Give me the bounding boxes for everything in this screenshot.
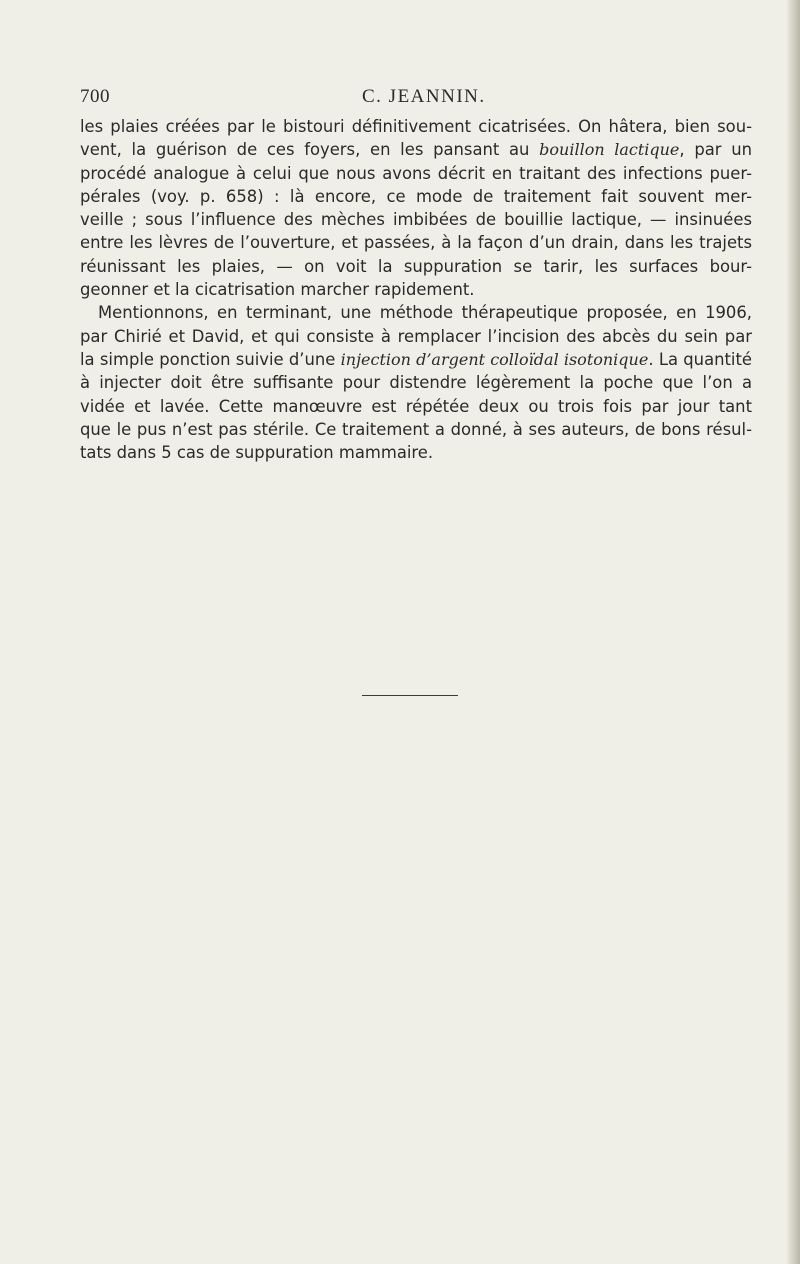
text-run: réunissant les plaies, — on voit la suppuration se tarir, les surfaces bour- bbox=[80, 256, 752, 276]
text-line bbox=[80, 185, 752, 208]
text-run: vent, la guérison de ces foyers, en les pansant au bbox=[80, 140, 540, 160]
text-run: que le pus n’est pas stérile. Ce traitement a donné, à ses auteurs, de bons résul- bbox=[80, 419, 752, 439]
text-line bbox=[80, 255, 752, 278]
text-line bbox=[80, 138, 752, 161]
text-line bbox=[80, 441, 752, 464]
page-number: 700 bbox=[80, 86, 110, 107]
text-run: procédé analogue à celui que nous avons décrit en traitant des infections puer- bbox=[80, 163, 752, 183]
text-run: entre les lèvres de l’ouverture, et passées, à la façon d’un drain, dans les trajets bbox=[80, 233, 752, 253]
page-edge-shadow bbox=[786, 0, 800, 1264]
text-run: pérales (voy. p. 658) : là encore, ce mode de traitement fait souvent mer- bbox=[80, 186, 752, 206]
running-title: C. JEANNIN. bbox=[362, 86, 486, 107]
italic-term: bouillon lactique bbox=[539, 140, 680, 160]
text-line bbox=[80, 115, 752, 138]
body-text bbox=[80, 115, 752, 464]
text-line bbox=[80, 162, 752, 185]
italic-term: injection d’argent colloïdal isotonique bbox=[340, 349, 649, 369]
text-line bbox=[80, 418, 752, 441]
text-run: vidée et lavée. Cette manœuvre est répétée deux ou trois fois par jour tant bbox=[80, 396, 752, 416]
text-run: tats dans 5 cas de suppuration mammaire. bbox=[80, 443, 434, 463]
text-run: geonner et la cicatrisation marcher rapidement. bbox=[80, 280, 475, 300]
text-run: à injecter doit être suffisante pour distendre légèrement la poche que l’on a bbox=[80, 373, 752, 393]
text-line bbox=[80, 231, 752, 254]
text-run: veille ; sous l’influence des mèches imbibées de bouillie lactique, — insinuées bbox=[80, 210, 752, 230]
text-run: . La quantité bbox=[648, 349, 752, 369]
text-line bbox=[80, 208, 752, 231]
text-run: la simple ponction suivie d’une bbox=[80, 349, 341, 369]
running-head bbox=[80, 86, 752, 110]
text-run: Mentionnons, en terminant, une méthode thérapeutique proposée, en 1906, bbox=[98, 303, 752, 323]
text-run: les plaies créées par le bistouri définitivement cicatrisées. On hâtera, bien sou- bbox=[80, 117, 752, 136]
text-run: par Chirié et David, et qui consiste à remplacer l’incision des abcès du sein par bbox=[80, 326, 752, 346]
text-line bbox=[80, 301, 752, 324]
section-separator-rule bbox=[362, 695, 458, 696]
text-line bbox=[80, 395, 752, 418]
text-run: , par un bbox=[679, 140, 753, 160]
text-line bbox=[80, 348, 752, 371]
text-line bbox=[80, 371, 752, 394]
text-line bbox=[80, 278, 752, 301]
text-line bbox=[80, 325, 752, 348]
